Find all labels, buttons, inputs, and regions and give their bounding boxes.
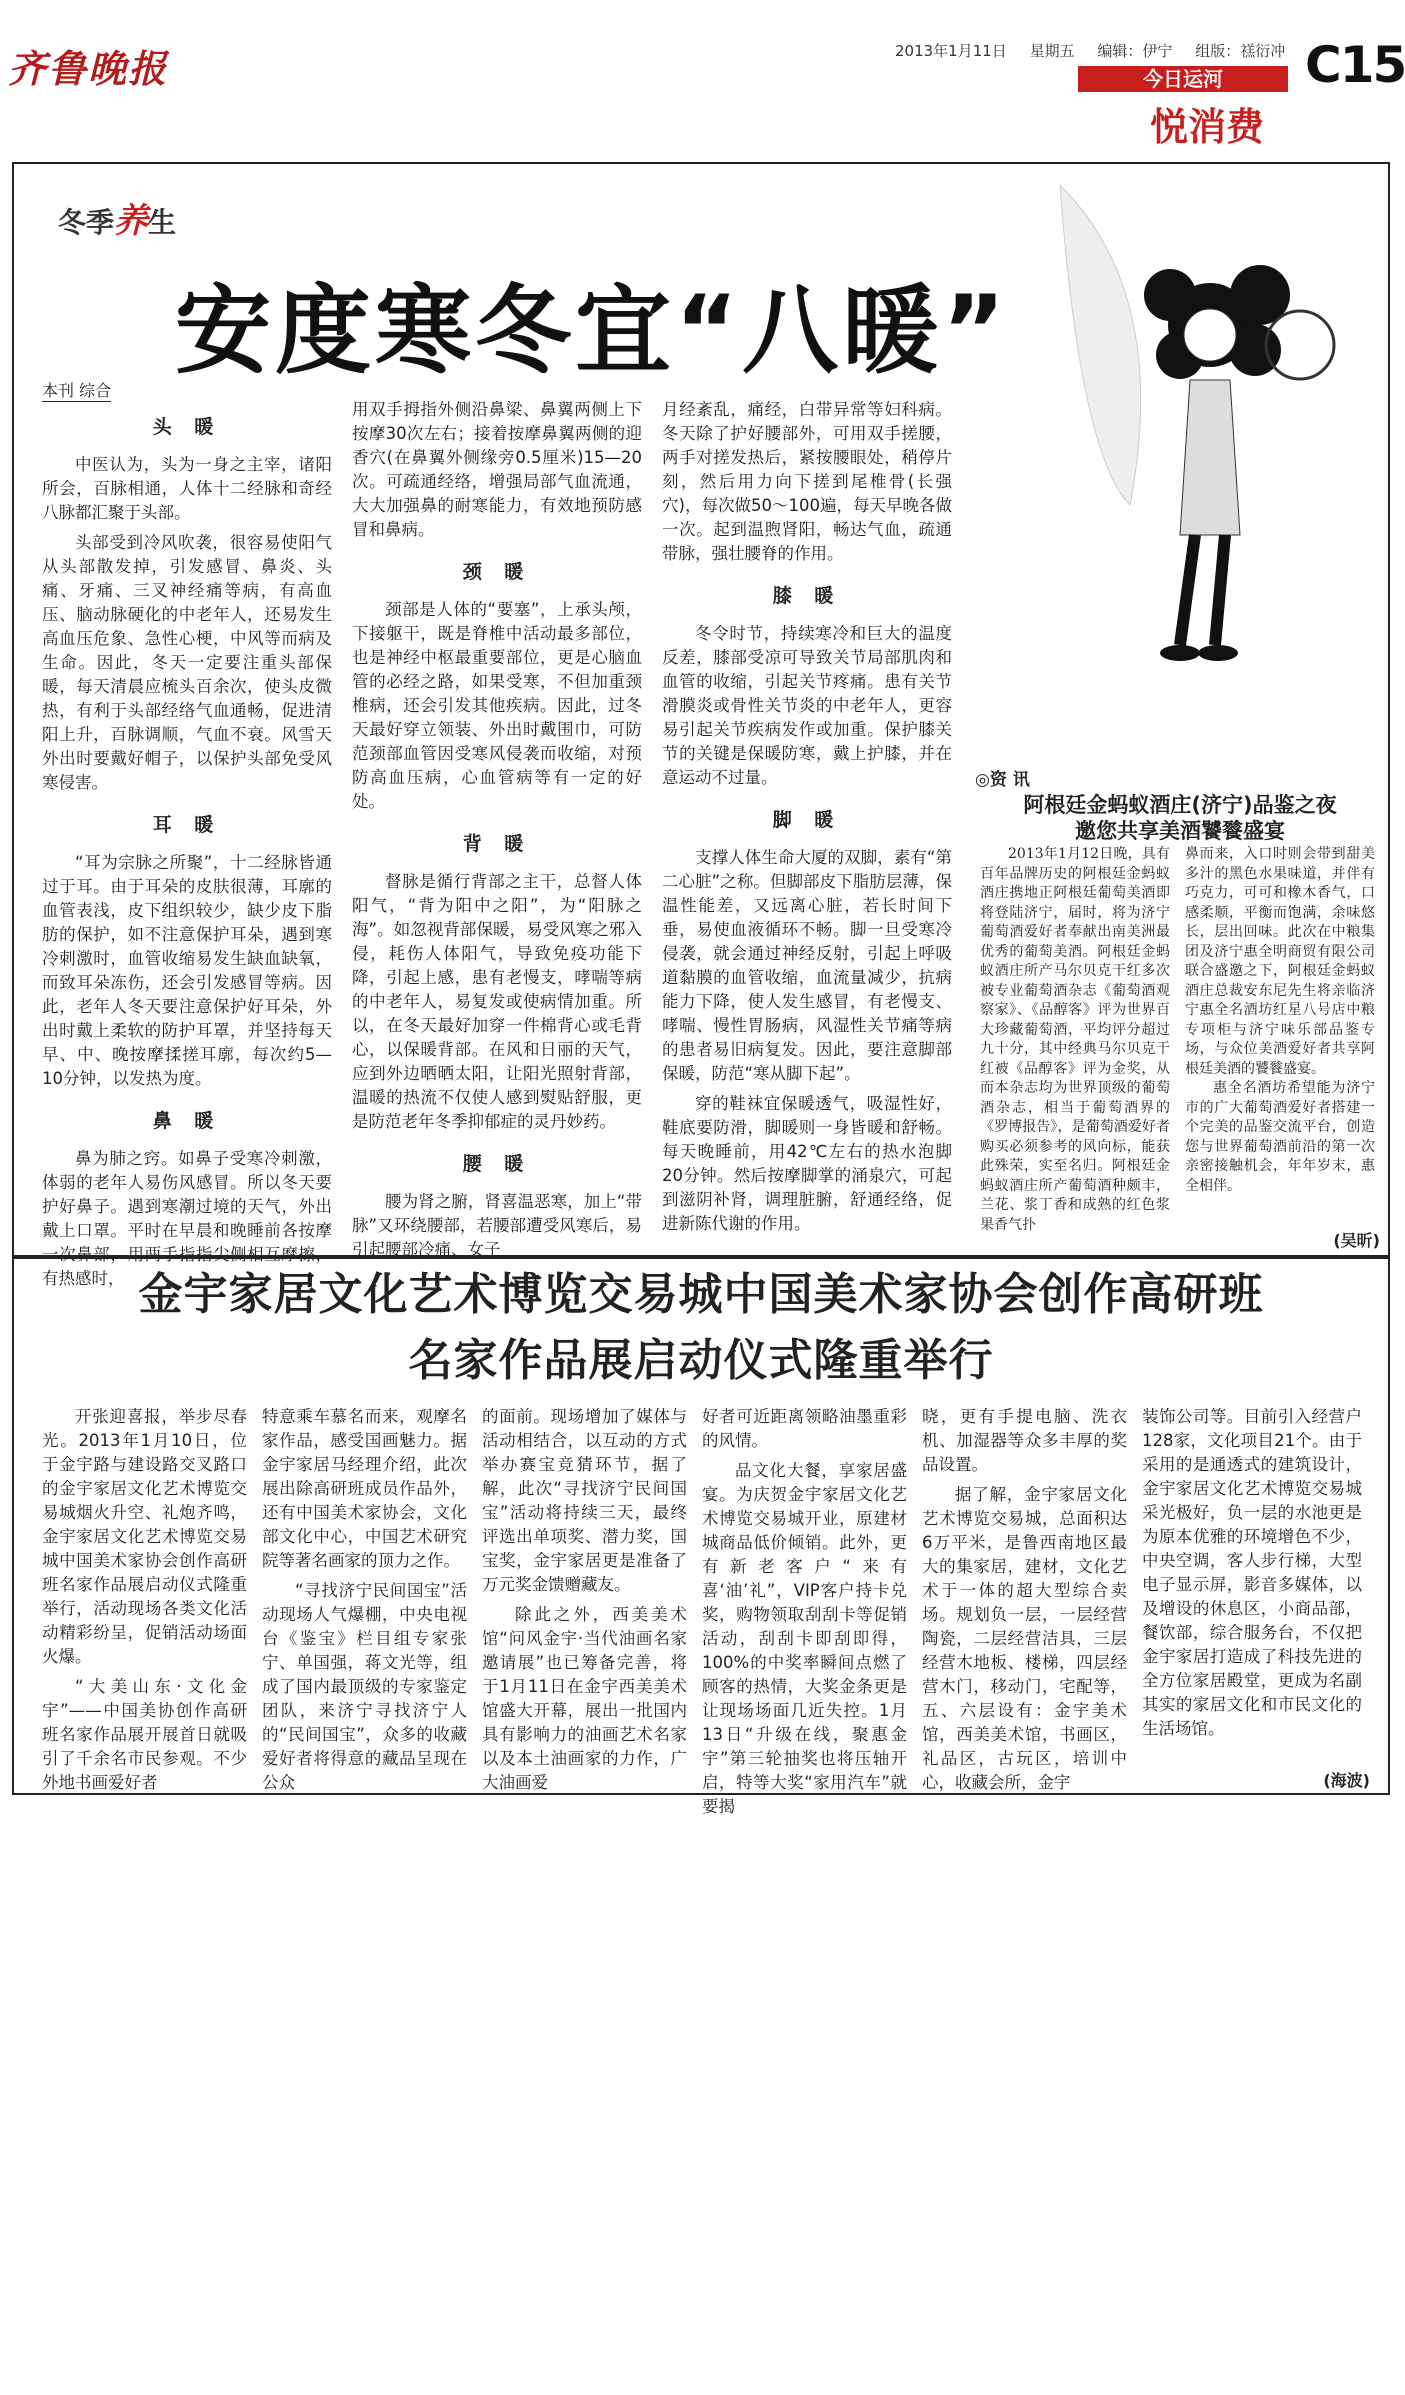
article-column <box>262 1405 467 1792</box>
striped-legs <box>1180 535 1225 645</box>
paragraph: “耳为宗脉之所聚”，十二经脉皆通过于耳。由于耳朵的皮肤很薄，耳廓的血管表浅，皮下组织较少，缺少皮下脂肪的保护，如不注意保护耳朵，遇到寒冷刺激时，血管收缩易发生缺血缺氧，而致耳朵冻伤，还会引发感冒等病。因此，老年人冬天要注意保护好耳朵，外出时戴上柔软的防护耳罩，并坚持每天早、中、晚按摩揉搓耳廓，每次约5—10分钟，以发热为度。 <box>42 853 332 1088</box>
paragraph: 月经紊乱，痛经，白带异常等妇科病。冬天除了护好腰部外，可用双手搓腰，两手对搓发热后，紧按腰眼处，稍停片刻，然后用力向下搓到尾椎骨(长强穴)，每次做50～100遍，每天早晚各做一次。起到温煦肾阳，畅达气血，疏通带脉，强壮腰脊的作用。 <box>662 400 952 563</box>
kicker-prefix: 冬季 <box>58 206 115 239</box>
paragraph: 据了解，金宇家居文化艺术博览交易城，总面积达6万平米，是鲁西南地区最大的集家居，建材，文化艺术于一体的超大型综合卖场。规划负一层，一层经营陶瓷，二层经营洁具，三层经营木地板、楼梯，四层经营木门，移动门，宅配等，五、六层设有：金宇美术馆，西美美术馆，书画区，礼品区，古玩区，培训中心，收藏会所，金宇 <box>922 1485 1127 1792</box>
issue-editor: 编辑：伊宁 <box>1097 42 1173 60</box>
paragraph: 头部受到冷风吹袭，很容易使阳气从头部散发掉，引发感冒、鼻炎、头痛、牙痛、三叉神经痛等病，有高血压、脑动脉硬化的中老年人，还易发生高血压危象、急性心梗，中风等而病及生命。因此，冬天一定要注重头部保暖，每天清晨应梳头百余次，使头皮微热，有利于头部经络气血通畅，促进清阳上升，百脉调顺，气血不衰。风雪天外出时要戴好帽子，以保护头部免受风寒侵害。 <box>42 533 332 792</box>
ad-label: ◎资 讯 <box>975 770 1030 790</box>
ad-title <box>990 792 1370 844</box>
subhead: 耳 暖 <box>152 814 222 836</box>
paragraph: 品文化大餐，享家居盛宴。为庆贺金宇家居文化艺术博览交易城开业，原建材城商品低价倾销。此外，更有新老客户“来有喜‘油’礼”，VIP客户持卡兑奖，购物领取刮刮卡等促销活动，刮刮卡即刮即得，100%的中奖率瞬间点燃了顾客的热情，大奖金条更是让现场场面几近失控。1月13日“升级在线，聚惠金宇”第三轮抽奖也将压轴开启，特等大奖“家用汽车”就要揭 <box>702 1461 907 1816</box>
paragraph: 鼻为肺之窍。如鼻子受寒冷刺激，体弱的老年人易伤风感冒。所以冬天要护好鼻子。遇到寒潮过境的天气，外出戴上口罩。平时在早晨和晚睡前各按摩一次鼻部，用两手指指尖侧相互摩擦，有热感时， <box>42 1149 332 1288</box>
article-kicker <box>58 193 176 242</box>
subhead: 头 暖 <box>152 416 222 438</box>
paragraph: 装饰公司等。目前引入经营户128家，文化项目21个。由于采用的是通透式的建筑设计，金宇家居文化艺术博览交易城采光极好，负一层的水池更是为原本优雅的环境增色不少，中央空调，客人步行梯，大型电子显示屏，影音多媒体，以及增设的休息区，小商品部，餐饮部，综合服务台，不仅把金宇家居打造成了科技先进的全方位家居殿堂，更成为名副其实的家居文化和市民文化的生活场馆。 <box>1142 1407 1362 1738</box>
paragraph: 用双手拇指外侧沿鼻梁、鼻翼两侧上下按摩30次左右；接着按摩鼻翼两侧的迎香穴(在鼻翼外侧缘旁0.5厘米)15—20次。可疏通经络，增强局部气血流通，大大加强鼻的耐寒能力，有效地预防感冒和鼻病。 <box>352 400 642 539</box>
paragraph: 的面前。现场增加了媒体与活动相结合，以互动的方式举办赛宝竞猜环节，据了解，此次“寻找济宁民间国宝”活动将持续三天，最终评选出单项奖、潜力奖，国宝奖，金宇家居更是准备了万元奖金馈赠藏友。 <box>482 1407 687 1594</box>
paragraph: 穿的鞋袜宜保暖透气，吸湿性好，鞋底要防滑，脚暖则一身皆暖和舒畅。每天晚睡前，用42℃左右的热水泡脚20分钟。然后按摩脚掌的涌泉穴，可起到滋阴补肾，调理脏腑，舒通经络，促进新陈代谢的作用。 <box>662 1094 952 1233</box>
article-column <box>1142 1405 1362 1775</box>
dress <box>1180 380 1240 535</box>
subhead: 背 暖 <box>462 833 532 855</box>
illustration-girl <box>1020 175 1360 755</box>
paragraph: 督脉是循行背部之主干，总督人体阳气，“背为阳中之阳”，为“阳脉之海”。如忽视背部保暖，易受风寒之邪入侵，耗伤人体阳气，导致免疫功能下降，引起上感，患有老慢支，哮喘等病的中老年人，易复发或使病情加重。所以，在冬天最好加穿一件棉背心或毛背心，以保暖背部。在风和日丽的天气，应到外边晒晒太阳，让阳光照射背部，温暖的热流不仅使人感到熨贴舒服，更是防范老年冬季抑郁症的灵丹妙药。 <box>352 872 642 1131</box>
ad-title-line: 阿根廷金蚂蚁酒庄(济宁)品鉴之夜 <box>1023 793 1337 817</box>
newspaper-logo: 齐鲁晚报 <box>8 46 169 91</box>
ad-column <box>980 845 1170 1233</box>
section-bar: 今日运河 <box>1078 66 1288 92</box>
paragraph: 惠全名酒坊希望能为济宁市的广大葡萄酒爱好者搭建一个完美的品鉴交流平台，创造您与世界葡萄酒前沿的第一次亲密接触机会，年年岁末，惠全相伴。 <box>1185 1080 1375 1194</box>
subhead: 脚 暖 <box>772 809 842 831</box>
article-byline: 本刊 综合 <box>42 378 111 402</box>
paragraph: 除此之外，西美美术馆“问风金宇·当代油画名家邀请展”也已筹备完善，将于1月11日在金宇西美美术馆盛大开幕，展出一批国内具有影响力的油画艺术名家以及本土油画家的力作，广大油画爱 <box>482 1605 687 1792</box>
article-column <box>42 1405 247 1792</box>
issue-weekday: 星期五 <box>1029 42 1075 60</box>
face <box>1184 309 1236 361</box>
paragraph: 特意乘车慕名而来，观摩名家作品，感受国画魅力。据金宇家居马经理介绍，此次展出除高研班成员作品外，还有中国美术家协会，文化部文化中心，中国艺术研究院等著名画家的顶力之作。 <box>262 1407 467 1570</box>
article2-headline <box>12 1262 1390 1394</box>
page-number: C15 <box>1305 36 1405 94</box>
headline-line: 金宇家居文化艺术博览交易城中国美术家协会创作高研班 <box>138 1269 1264 1320</box>
ad-title-line: 邀您共享美酒饕餮盛宴 <box>1075 819 1285 843</box>
kicker-suffix: 生 <box>148 206 177 239</box>
paragraph: 晓，更有手提电脑、洗衣机、加湿器等众多丰厚的奖品设置。 <box>922 1407 1127 1474</box>
paragraph: 2013年1月12日晚，具有百年品牌历史的阿根廷金蚂蚁酒庄携地正阿根廷葡萄美酒即将登陆济宁，届时，将为济宁葡萄酒爱好者奉献出南美洲最优秀的葡萄美酒。阿根廷金蚂蚁酒庄所产马尔贝克干红多次被专业葡萄酒杂志《葡萄酒观察家》、《品醇客》评为世界百大珍藏葡萄酒，平均评分超过九十分，其中经典马尔贝克干红被《品醇客》评为金奖，从而本杂志均为世界顶级的葡萄酒杂志，相当于葡萄酒界的《罗博报告》，是葡萄酒爱好者购买必须参考的风向标，能获此殊荣，实至名归。阿根廷金蚂蚁酒庄所产葡萄酒种颇丰，兰花、浆丁香和成熟的红色浆果香气扑 <box>980 846 1170 1233</box>
leaf-shape <box>1060 185 1141 505</box>
paragraph: 好者可近距离领略油墨重彩的风情。 <box>702 1407 907 1450</box>
ad-column <box>1185 845 1375 1225</box>
subhead: 颈 暖 <box>462 561 532 583</box>
paragraph: “大美山东·文化金宇”——中国美协创作高研班名家作品展开展首日就吸引了千余名市民参观。不少外地书画爱好者 <box>42 1677 247 1792</box>
subhead: 鼻 暖 <box>152 1110 222 1132</box>
shoe <box>1198 645 1238 661</box>
issue-designer: 组版：禚衍冲 <box>1195 42 1286 60</box>
article-column <box>922 1405 1127 1792</box>
issue-meta <box>895 40 1303 61</box>
article-column <box>482 1405 687 1792</box>
section-name: 悦消费 <box>1150 105 1265 149</box>
article-column <box>702 1405 907 1816</box>
subhead: 膝 暖 <box>772 585 842 607</box>
article-headline: 安度寒冬宜“八暖” <box>175 275 1010 387</box>
headline-line: 名家作品展启动仪式隆重举行 <box>408 1335 994 1386</box>
subhead: 腰 暖 <box>462 1153 532 1175</box>
article-column <box>352 398 642 1259</box>
article2-author: (海波) <box>1323 1771 1370 1790</box>
shoe <box>1160 645 1200 661</box>
issue-date: 2013年1月11日 <box>895 42 1007 60</box>
paragraph: 支撑人体生命大厦的双脚，素有“第二心脏”之称。但脚部皮下脂肪层薄，保温性能差，又远离心脏，若长时间下垂，易使血液循环不畅。脚一旦受寒冷侵袭，就会通过神经反射，引起上呼吸道黏膜的血管收缩，血流量减少，抗病能力下降，使人发生感冒，有老慢支、哮喘、慢性胃肠病，风湿性关节痛等病的患者易旧病复发。因此，要注意脚部保暖，防范“寒从脚下起”。 <box>662 848 952 1083</box>
paragraph: 颈部是人体的“要塞”，上承头颅，下接躯干，既是脊椎中活动最多部位，也是神经中枢最重要部位，更是心脑血管的必经之路，如果受寒，不但加重颈椎病，还会引发其他疾病。因此，过冬天最好穿立领装、外出时戴围巾，可防范颈部血管因受寒风侵袭而收缩，对预防高血压病，心血管病等有一定的好处。 <box>352 600 642 811</box>
paragraph: 冬令时节，持续寒冷和巨大的温度反差，膝部受凉可导致关节局部肌肉和血管的收缩，引起关节疼痛。患有关节滑膜炎或骨性关节炎的中老年人，更容易引起关节疾病发作或加重。保护膝关节的关键是保暖防寒，戴上护膝，并在意运动不过量。 <box>662 624 952 787</box>
kicker-accent: 养 <box>114 201 149 241</box>
article-column <box>42 415 332 1288</box>
ad-author: (吴昕) <box>1333 1231 1380 1250</box>
paragraph: 开张迎喜报，举步尽春光。2013年1月10日，位于金宇路与建设路交叉路口的金宇家居文化艺术博览交易城烟火升空、礼炮齐鸣，金宇家居文化艺术博览交易城中国美术家协会创作高研班名家作品展启动仪式隆重举行，活动现场各类文化活动精彩纷呈，促销活动场面火爆。 <box>42 1407 247 1666</box>
paragraph: 腰为肾之腑，肾喜温恶寒，加上“带脉”又环绕腰部，若腰部遭受风寒后，易引起腰部冷痛、女子 <box>352 1192 642 1259</box>
paragraph: 中医认为，头为一身之主宰，诸阳所会，百脉相通，人体十二经脉和奇经八脉都汇聚于头部。 <box>42 455 332 522</box>
paragraph: “寻找济宁民间国宝”活动现场人气爆棚，中央电视台《鉴宝》栏目组专家张宁、单国强，蒋文光等，组成了国内最顶级的专家鉴定团队，来济宁寻找济宁人的“民间国宝”，众多的收藏爱好者将得意的藏品呈现在公众 <box>262 1581 467 1792</box>
paragraph: 鼻而来，入口时则会带到甜美多汁的黑色水果味道，并伴有巧克力，可可和橡木香气，口感柔顺，平衡而饱满，余味悠长，层出回味。此次在中粮集团及济宁惠全明商贸有限公司联合盛邀之下，阿根廷金蚂蚁酒庄总裁安东尼先生将亲临济宁惠全名酒坊红星八号店中粮专项柜与济宁味乐部品鉴专场，与众位美酒爱好者共享阿根廷美酒的饕餮盛宴。 <box>1185 846 1375 1077</box>
article-column <box>662 398 952 1250</box>
